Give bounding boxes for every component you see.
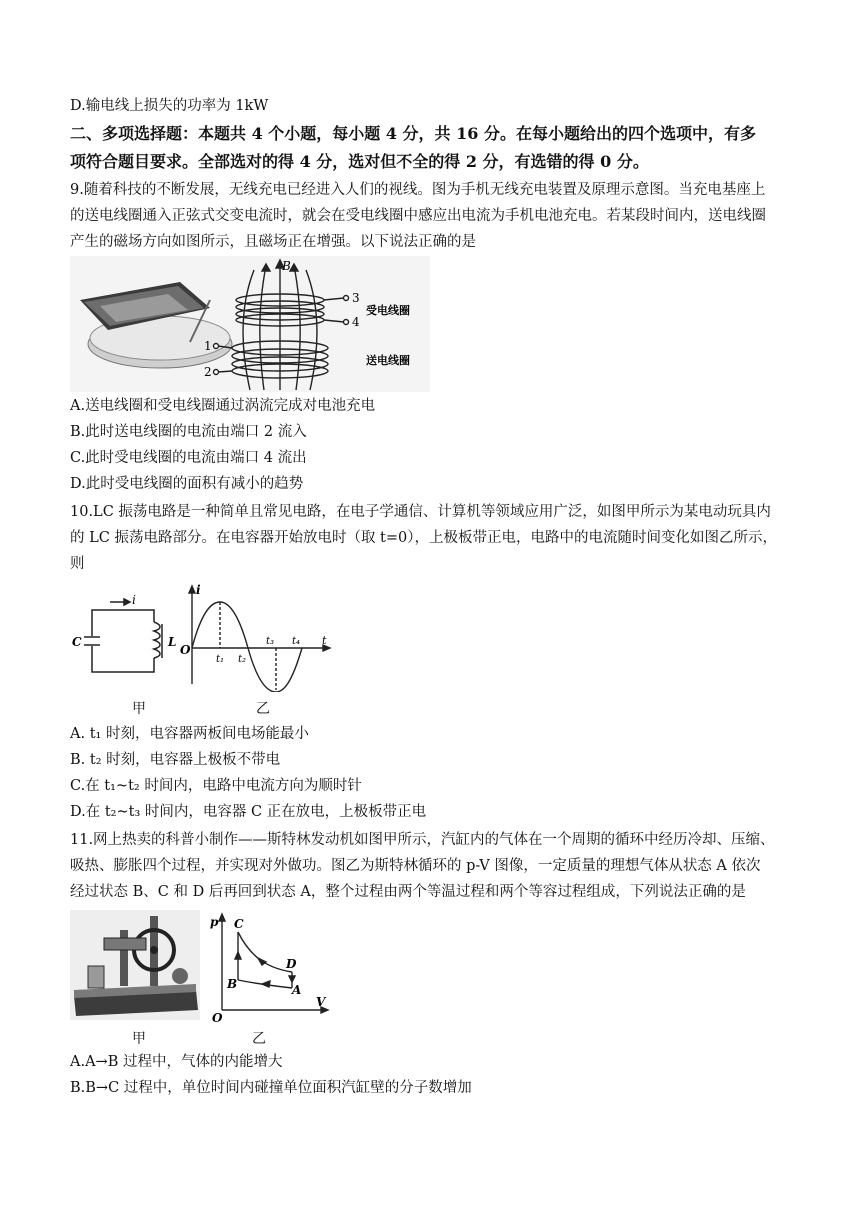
- q11-figure: [70, 910, 340, 1024]
- q11-caption-a: 甲: [132, 1031, 146, 1047]
- q11-stem-line1: 11.网上热卖的科普小制作——斯特林发动机如图甲所示，汽缸内的气体在一个周期的循环中经历冷却、压缩、: [70, 832, 775, 848]
- state-c-label: C: [234, 917, 244, 931]
- q9-option-a: A.送电线圈和受电线圈通过涡流完成对电池充电: [70, 398, 376, 414]
- axis-p-label: p: [210, 915, 219, 929]
- current-i-label: i: [132, 593, 136, 607]
- axis-v-label: V: [316, 995, 326, 1009]
- state-d-label: D: [286, 957, 297, 971]
- q10-figure: [70, 582, 340, 692]
- axis-t-label: t: [322, 634, 327, 647]
- port-1-label: 1: [204, 339, 212, 353]
- q10-option-c: C.在 t₁~t₂ 时间内，电路中电流方向为顺时针: [70, 778, 362, 794]
- q9-stem-line1: 9.随着科技的不断发展，无线充电已经进入人们的视线。图为手机无线充电装置及原理示意图。当充电基座上: [70, 182, 766, 198]
- q10-option-a: A. t₁ 时刻，电容器两板间电场能最小: [70, 726, 309, 742]
- q8-option-d: D.输电线上损失的功率为 1kW: [70, 98, 269, 114]
- q11-caption-b: 乙: [252, 1031, 266, 1047]
- capacitor-c-label: C: [72, 635, 82, 649]
- port-2-label: 2: [204, 365, 212, 379]
- q11-option-a: A.A→B 过程中，气体的内能增大: [70, 1054, 283, 1070]
- q9-stem-line2: 的送电线圈通入正弦式交变电流时，就会在受电线圈中感应出电流为手机电池充电。若某段时间内，送电线圈: [70, 208, 766, 224]
- axis-i-label: i: [196, 583, 201, 597]
- t1-label: t₁: [216, 654, 225, 665]
- q11-option-b: B.B→C 过程中，单位时间内碰撞单位面积汽缸壁的分子数增加: [70, 1080, 472, 1096]
- q10-option-b: B. t₂ 时刻，电容器上极板不带电: [70, 752, 281, 768]
- q10-stem-line1: 10.LC 振荡电路是一种简单且常见电路，在电子学通信、计算机等领域应用广泛，如图甲所示为某电动玩具内: [70, 504, 771, 520]
- stirling-engine-photo: [70, 910, 200, 1020]
- q9-option-d: D.此时受电线圈的面积有减小的趋势: [70, 476, 304, 492]
- q10-option-d: D.在 t₂~t₃ 时间内，电容器 C 正在放电，上极板带正电: [70, 804, 427, 820]
- q9-option-c: C.此时受电线圈的电流由端口 4 流出: [70, 450, 307, 466]
- q10-caption-a: 甲: [132, 701, 146, 717]
- state-a-label: A: [292, 983, 302, 997]
- t2-label: t₂: [238, 654, 247, 665]
- state-b-label: B: [227, 977, 238, 991]
- q9-figure: [70, 256, 430, 392]
- q10-caption-b: 乙: [256, 701, 270, 717]
- sending-coil-label: 送电线圈: [366, 354, 410, 367]
- q9-stem-line3: 产生的磁场方向如图所示，且磁场正在增强。以下说法正确的是: [70, 234, 476, 250]
- origin-o-label: O: [212, 1011, 223, 1024]
- receiving-coil-label: 受电线圈: [366, 304, 410, 317]
- t4-label: t₄: [292, 636, 301, 647]
- q11-stem-line2: 吸热、膨胀四个过程，并实现对外做功。图乙为斯特林循环的 p-V 图像，一定质量的理想气体从状态 A 依次: [70, 858, 761, 874]
- section-heading-line2: 项符合题目要求。全部选对的得 4 分，选对但不全的得 2 分，有选错的得 0 分。: [70, 152, 649, 171]
- port-3-label: 3: [352, 291, 360, 305]
- section-heading-line1: 二、多项选择题：本题共 4 个小题，每小题 4 分，共 16 分。在每小题给出的四个选项中，有多: [70, 124, 756, 143]
- q9-option-b: B.此时送电线圈的电流由端口 2 流入: [70, 424, 307, 440]
- lc-circuit-diagram: [84, 599, 162, 672]
- inductor-l-label: L: [168, 635, 177, 649]
- q11-stem-line3: 经过状态 B、C 和 D 后再回到状态 A，整个过程由两个等温过程和两个等容过程组成，下列说法正确的是: [70, 884, 746, 900]
- port-4-label: 4: [352, 315, 360, 329]
- field-b-label: B: [282, 259, 291, 273]
- t3-label: t₃: [266, 636, 275, 647]
- q10-stem-line3: 则: [70, 556, 85, 572]
- q10-stem-line2: 的 LC 振荡电路部分。在电容器开始放电时（取 t=0），上极板带正电，电路中的电流随时间变化如图乙所示，: [70, 530, 777, 546]
- origin-label: O: [180, 643, 191, 657]
- current-time-graph: [189, 586, 330, 692]
